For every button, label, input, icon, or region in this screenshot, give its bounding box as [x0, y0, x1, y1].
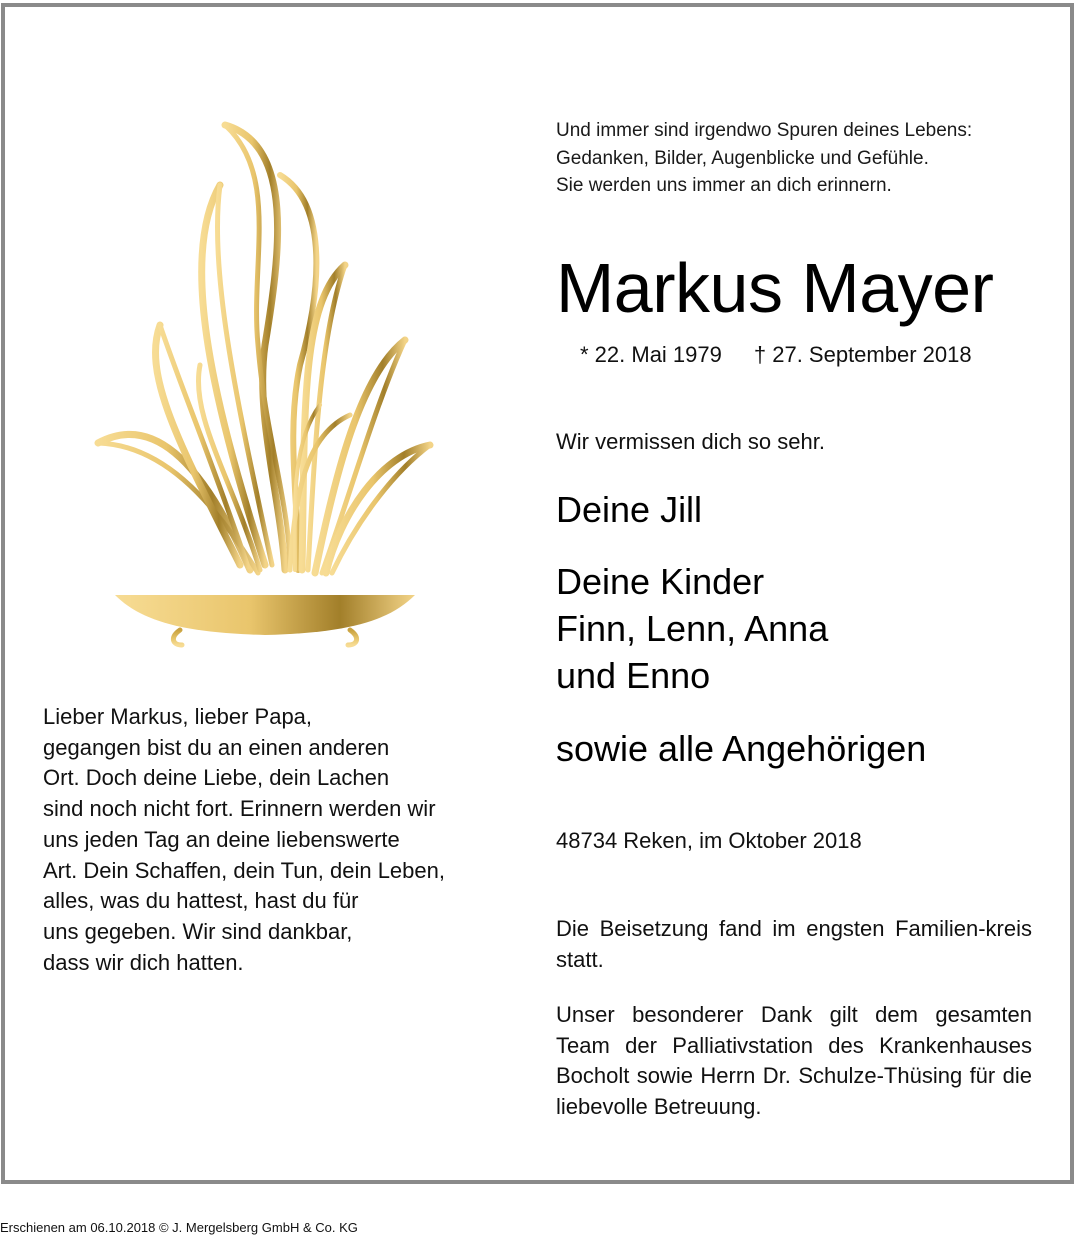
poem-line: alles, was du hattest, hast du für [43, 888, 359, 914]
poem-line: uns jeden Tag an deine liebenswerte [43, 826, 400, 852]
poem-line: uns gegeben. Wir sind dankbar, [43, 918, 353, 944]
mourner-partner: Deine Jill [556, 489, 703, 530]
poem-line: Lieber Markus, lieber Papa, [43, 704, 313, 729]
poem-line: dass wir dich hatten. [43, 949, 244, 975]
kids-line: Finn, Lenn, Anna [556, 608, 829, 649]
miss-line: Wir vermissen dich so sehr. [556, 429, 825, 454]
kids-line: Deine Kinder [556, 561, 765, 602]
verse-line: Gedanken, Bilder, Augenblicke und Gefühle. [556, 147, 929, 169]
thanks-note: Unser besonderer Dank gilt dem gesamten Team der Palliativstation des Krankenhauses Bocholt sowie Herrn Dr. Schulze-Thüsing für die liebevolle Betreuung. [556, 1002, 1032, 1119]
poem-line: sind noch nicht fort. Erinnern werden wir [43, 796, 436, 822]
golden-flame-bowl-icon [90, 115, 440, 655]
farewell-poem [43, 702, 493, 978]
kids-line: und Enno [556, 655, 711, 696]
death-date: † 27. September 2018 [753, 342, 972, 367]
life-dates [580, 340, 1040, 370]
verse-line: Und immer sind irgendwo Spuren deines Lebens: [556, 120, 973, 141]
poem-line: Art. Dein Schaffen, dein Tun, dein Leben, [43, 857, 445, 883]
deceased-name: Markus Mayer [556, 249, 994, 327]
burial-note: Die Beisetzung fand im engsten Familien-kreis statt. [556, 916, 1032, 972]
poem-line: gegangen bist du an einen anderen [43, 734, 390, 760]
verse-line: Sie werden uns immer an dich erinnern. [556, 175, 892, 196]
mourner-kids [556, 558, 828, 699]
birth-date: * 22. Mai 1979 [580, 342, 722, 367]
publication-footer: Erschienen am 06.10.2018 © J. Mergelsberg GmbH & Co. KG [0, 1220, 358, 1235]
mourner-relatives: sowie alle Angehörigen [556, 728, 927, 769]
memorial-verse [556, 117, 1056, 200]
poem-line: Ort. Doch deine Liebe, dein Lachen [43, 765, 390, 791]
place-date: 48734 Reken, im Oktober 2018 [556, 828, 862, 853]
